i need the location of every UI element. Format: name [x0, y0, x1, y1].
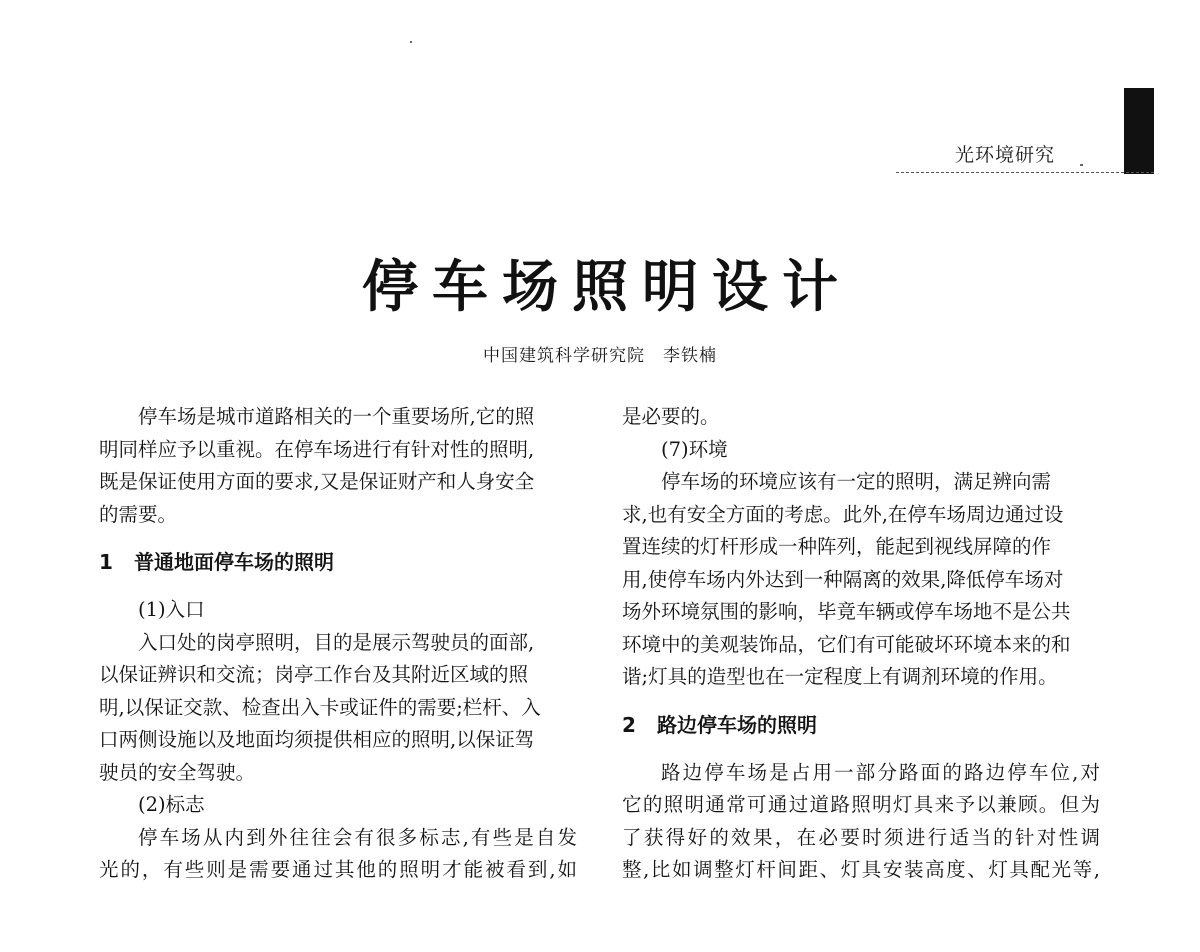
section-heading: [622, 710, 1100, 740]
scan-speck: [1080, 164, 1083, 166]
left-column: [99, 401, 577, 887]
section-number: 1: [99, 550, 113, 574]
scan-speck: [410, 41, 412, 43]
section-title: 普通地面停车场的照明: [134, 550, 334, 574]
right-column: [622, 401, 1100, 887]
environment-paragraph: 停车场的环境应该有一定的照明，满足辨向需 求,也有安全方面的考虑。此外,在停车场周边通过设 置连续的灯杆形成一种阵列，能起到视线屏障的作 用,使停车场内外达到一种隔离的效果,降低停车场对 场外环境氛围的影响，毕竟车辆或停车场地不是公共 环境中的美观装饰品，它们有可能破坏环境本来的和 谐;灯具的造型也在一定程度上有调剂环境的作用。: [622, 470, 1071, 688]
author-byline: 中国建筑科学研究院 李铁楠: [483, 346, 717, 366]
page-edge-tab: [1124, 88, 1154, 174]
intro-paragraph: 停车场是城市道路相关的一个重要场所,它的照 明同样应予以重视。在停车场进行有针对性的照明, 既是保证使用方面的要求,又是保证财产和人身安全 的需要。: [99, 405, 535, 526]
section-heading: [99, 547, 577, 577]
header-rule: [896, 172, 1154, 173]
subheading-signs: (2)标志: [138, 793, 205, 816]
subheading-entrance: (1)入口: [138, 598, 205, 621]
subheading-environment: (7)环境: [661, 437, 728, 461]
roadside-paragraph: 路边停车场是占用一部分路面的路边停车位,对 它的照明通常可通过道路照明灯具来予以兼顾。但为 了获得好的效果，在必要时须进行适当的针对性调 整,比如调整灯杆间距、灯具安装高度、灯具配光等,: [622, 760, 1100, 881]
article-title: 停车场照明设计: [362, 255, 852, 320]
section-title: 路边停车场的照明: [657, 712, 817, 737]
continued-paragraph: 是必要的。: [622, 405, 720, 428]
section-number: 2: [622, 712, 636, 737]
entrance-paragraph: 入口处的岗亭照明，目的是展示驾驶员的面部, 以保证辨识和交流；岗亭工作台及其附近区域的照 明,以保证交款、检查出入卡或证件的需要;栏杆、入 口两侧设施以及地面均须提供相应的照明,以保证驾 驶员的安全驾驶。: [99, 630, 541, 784]
signs-paragraph: 停车场从内到外往往会有很多标志,有些是自发 光的，有些则是需要通过其他的照明才能被看到,如: [99, 825, 577, 881]
running-header: 光环境研究: [954, 144, 1055, 166]
